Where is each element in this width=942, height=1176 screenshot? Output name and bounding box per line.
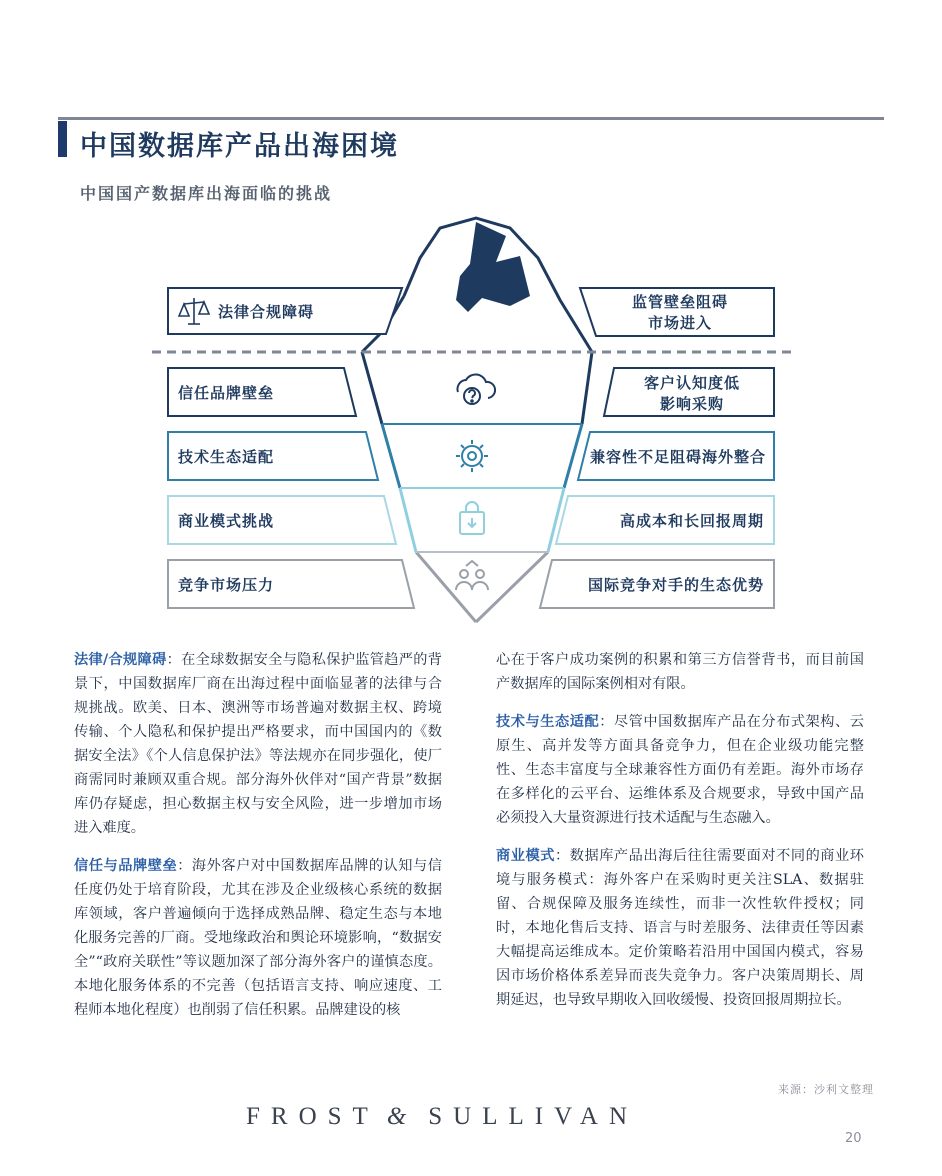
paragraph-business — [496, 844, 864, 1012]
right-label-business: 高成本和长回报周期 — [619, 512, 764, 530]
right-label-competition: 国际竞争对手的生态优势 — [587, 576, 764, 594]
brand-logo — [246, 1103, 638, 1131]
paragraph-tech-body: ：尽管中国数据库产品在分布式架构、云原生、高并发等方面具备竞争力，但在企业级功能完整性、生态丰富度与全球兼容性方面仍有差距。海外市场存在多样化的云平台、运维体系及合规要求，导致中国产品必须投入大量资源进行技术适配与生态融入。 — [496, 714, 864, 826]
left-box-trust — [168, 368, 356, 416]
left-box-legal — [168, 288, 402, 334]
page-title: 中国数据库产品出海困境 — [80, 131, 399, 162]
paragraph-legal-heading: 法律/合规障碍 — [74, 652, 167, 668]
left-label-competition: 竞争市场压力 — [178, 576, 275, 594]
text-column-right — [496, 648, 864, 1026]
paragraph-trust-body: ：海外客户对中国数据库品牌的认知与信任度仍处于培育阶段，尤其在涉及企业级核心系统的数据库领域，客户普遍倾向于选择成熟品牌、稳定生态与本地化服务完善的厂商。受地缘政治和舆论环境影响，“数据安全”“政府关联性”等议题加深了部分海外客户的谨慎态度。本地化服务体系的不完善（包括语言支持、响应速度、工程师本地化程度）也削弱了信任积累。品牌建设的核 — [74, 858, 442, 1018]
left-label-tech: 技术生态适配 — [178, 448, 275, 466]
paragraph-trust-heading: 信任与品牌壁垒 — [74, 858, 178, 874]
page-subtitle: 中国国产数据库出海面临的挑战 — [80, 184, 333, 203]
paragraph-trust — [74, 854, 442, 1022]
text-column-left — [74, 648, 442, 1036]
left-label-legal: 法律合规障碍 — [218, 303, 315, 321]
right-label-legal-2: 市场进入 — [647, 314, 713, 332]
right-box-legal — [580, 288, 774, 336]
paragraph-legal-body: ：在全球数据安全与隐私保护监管趋严的背景下，中国数据库厂商在出海过程中面临显著的法律与合规挑战。欧美、日本、澳洲等市场普遍对数据主权、跨境传输、个人隐私和保护提出严格要求，而中国国内的《数据安全法》《个人信息保护法》等法规亦在同步强化，使厂商需同时兼顾双重合规。部分海外伙伴对“国产背景”数据库仍存疑虑，担心数据主权与安全风险，进一步增加市场进入难度。 — [74, 652, 442, 836]
right-box-trust — [604, 368, 774, 416]
left-box-business — [168, 496, 396, 544]
paragraph-trust-continued — [496, 648, 864, 696]
right-label-legal-1: 监管壁垒阻碍 — [631, 293, 729, 311]
source-note: 来源：沙利文整理 — [778, 1083, 874, 1096]
paragraph-business-body: ：数据库产品出海后往往需要面对不同的商业环境与服务模式：海外客户在采购时更关注SLA、数据驻留、合规保障及服务连续性，而非一次性软件授权；同时，本地化售后支持、语言与时差服务、法律责任等因素大幅提高运维成本。定价策略若沿用中国国内模式，容易因市场价格体系差异而丧失竞争力。客户决策周期长、周期延迟，也导致早期收入回收缓慢、投资回报周期拉长。 — [496, 848, 864, 1008]
right-label-trust-2: 影响采购 — [659, 395, 725, 413]
page-number: 20 — [845, 1131, 862, 1146]
brand-ampersand: & — [386, 1103, 407, 1130]
left-box-tech — [168, 432, 378, 480]
iceberg-band-trust — [362, 352, 592, 424]
paragraph-legal — [74, 648, 442, 840]
brand-right: SULLIVAN — [428, 1103, 639, 1130]
left-box-competition — [168, 560, 414, 608]
paragraph-tech — [496, 710, 864, 830]
brand-left: FROST — [246, 1103, 379, 1130]
left-label-trust: 信任品牌壁垒 — [178, 384, 275, 402]
iceberg-band-competition — [416, 552, 548, 622]
paragraph-business-heading: 商业模式 — [496, 848, 555, 864]
left-label-business: 商业模式挑战 — [178, 512, 275, 530]
iceberg-band-business — [400, 488, 564, 552]
right-box-competition — [540, 560, 774, 608]
right-label-tech: 兼容性不足阻碍海外整合 — [589, 448, 767, 466]
paragraph-trust-continued-body: 心在于客户成功案例的积累和第三方信誉背书，而目前国产数据库的国际案例相对有限。 — [496, 652, 864, 692]
right-box-business — [556, 496, 774, 544]
right-label-trust-1: 客户认知度低 — [643, 374, 741, 392]
paragraph-tech-heading: 技术与生态适配 — [496, 714, 600, 730]
right-box-tech — [578, 432, 774, 480]
